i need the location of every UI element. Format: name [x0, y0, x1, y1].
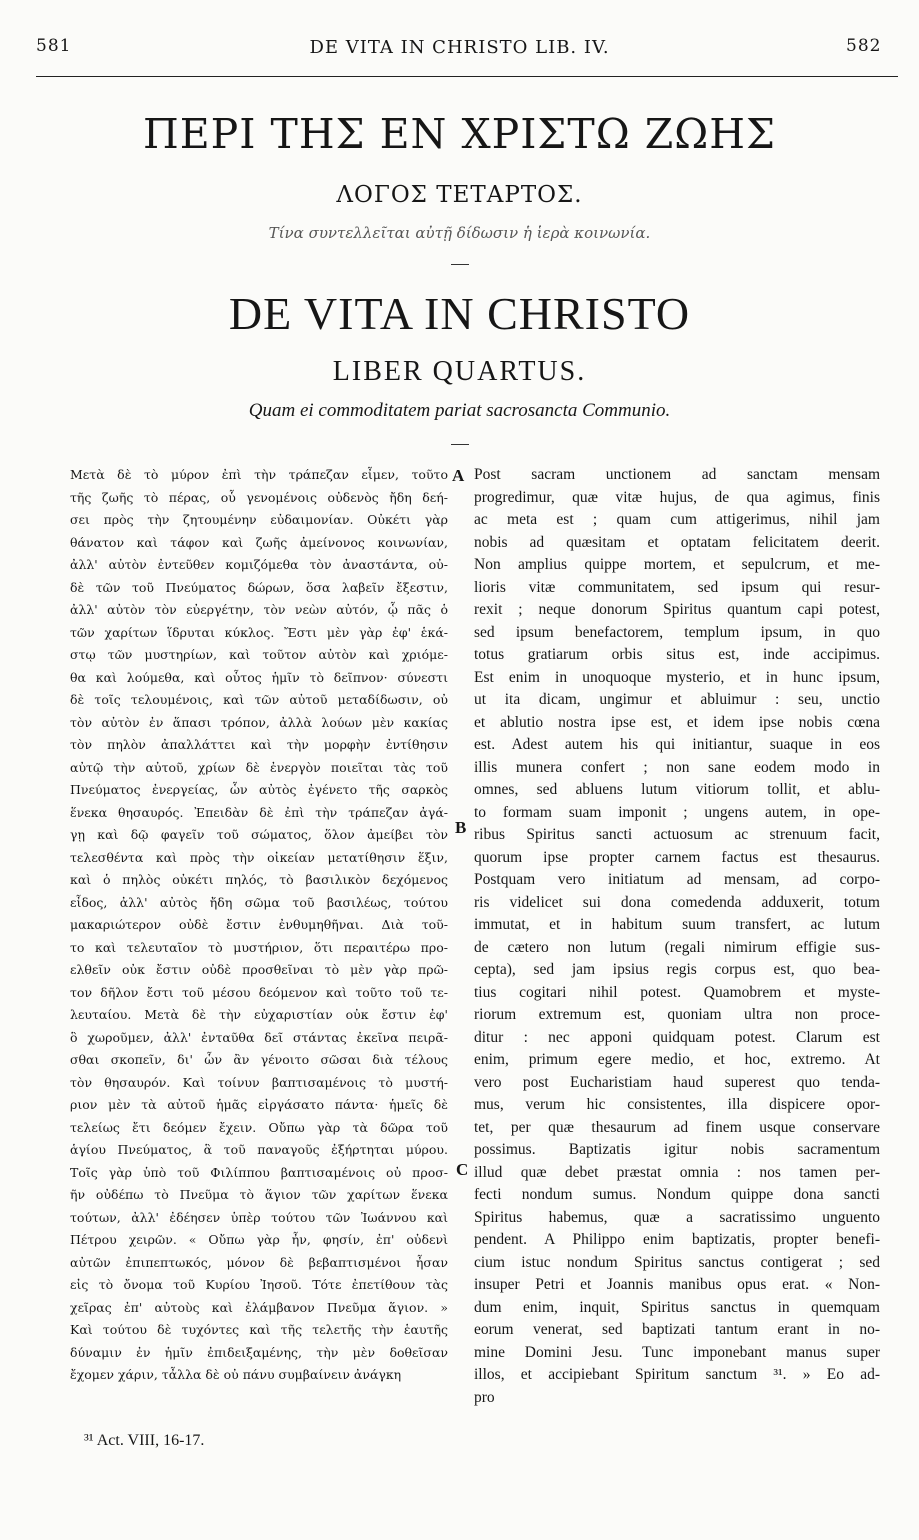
greek-text-line: τούτων, ἀλλ' ἐδέησεν ὑπὲρ τούτου τῶν Ἰωάννου καὶ [70, 1209, 448, 1225]
latin-text-line: cepta), sed jam ipsius regis corpus est, quo bea- [474, 961, 880, 978]
greek-text-line: καὶ ὁ πηλὸς οὐκέτι πηλός, τὸ βασιλικὸν δεχόμενος [70, 872, 448, 887]
latin-text-line: eorum venerat, sed baptizati tantum erant in no- [474, 1321, 880, 1338]
greek-text-line: δὲ τοῖς τελουμένοις, καὶ τῶν αὐτοῦ μεταδίδωσιν, οὐ [70, 692, 448, 707]
latin-text-line: nobis ad quæsitam et optatam felicitatem deerit. [474, 533, 880, 551]
greek-text-line: εἶδος, ἀλλ' αὐτὸς ἤδη σῶμα τοῦ βασιλέως, τούτου [70, 894, 448, 910]
greek-text-line: στῳ τῶν μυστηρίων, καὶ τοῦτον αὐτὸν καὶ χριόμε- [70, 647, 448, 662]
latin-text-line: omnes, sed abluens lutum vitiorum tollit, et ablu- [474, 781, 880, 798]
latin-text-line: lioris vitæ communitatem, sed ipsum qui resur- [474, 578, 880, 596]
latin-text-line: to formam suam imponit ; ungens autem, in ope- [474, 803, 880, 821]
greek-argument: Τίνα συντελλεῖται αὐτῇ δίδωσιν ἡ ἱερὰ κοινωνία. [268, 224, 651, 242]
latin-text-line: possimus. Baptizatis igitur nobis sacramentum [474, 1141, 880, 1158]
margin-mark-c: C [456, 1160, 469, 1179]
greek-text-column [70, 464, 448, 1387]
latin-text-line: Post sacram unctionem ad sanctam mensam [474, 466, 880, 483]
latin-text-line: cium istuc nondum Spiritus sanctus contigerat ; sed [474, 1253, 880, 1271]
header-rule [36, 76, 898, 77]
greek-text-line: λευταίου. Μετὰ δὲ τὴν εὐχαριστίαν οὐκ ἔστιν ἐφ' [70, 1007, 448, 1022]
latin-text-line: pendent. A Philippo enim baptizatis, propter benefi- [474, 1231, 880, 1248]
margin-mark-a: A [452, 466, 465, 485]
running-title: DE VITA IN CHRISTO LIB. IV. [309, 37, 610, 58]
page-number-right: 582 [846, 36, 882, 56]
greek-text-line: τὸν θησαυρόν. Καὶ τοίνυν βαπτισαμένοις τὸ μυστή- [70, 1074, 448, 1090]
greek-text-line: ἀλλ' αὐτὸν ἐντεῦθεν κομιζόμεθα τὸν ἀναστάντα, οὐ- [70, 557, 448, 572]
greek-text-line: το καὶ τελευταῖον τὸ μυστήριον, ὅτι περαιτέρω προ- [70, 939, 448, 955]
latin-text-line: Est enim in unoquoque mysterio, et in hunc ipsum, [474, 668, 880, 686]
greek-text-line: Μετὰ δὲ τὸ μύρον ἐπὶ τὴν τράπεζαν εἶμεν, τοῦτο [70, 467, 448, 482]
latin-text-line: insuper Petri et Joannis manibus opus erat. « Non- [474, 1276, 880, 1293]
latin-text-line: pro [474, 1388, 495, 1406]
latin-text-line: ut ita dicam, ungimur et abluimur : seu, unctio [474, 691, 880, 708]
latin-text-line: ditur : nec apponi quidquam potest. Clarum est [474, 1028, 880, 1046]
latin-text-line: illud quæ debet præstat omnia : nos tamen per- [474, 1163, 880, 1181]
greek-text-line: τῶν χαρίτων ἵδρυται κύκλος. Ἔστι μὲν γὰρ ἐφ' ἑκά- [70, 624, 448, 640]
greek-text-line: τὸν πηλὸν ἀπαλλάττει καὶ τὴν μορφὴν ἐντίθησιν [70, 737, 448, 752]
greek-text-line: ἔχομεν χάριν, τἆλλα δὲ οὐ πάνυ συμβαίνειν ἀνάγκη [70, 1367, 402, 1382]
latin-text-line: Postquam vero initiatum ad mensam, ad corpo- [474, 871, 880, 888]
latin-text-line: Non amplius quippe mortem, et sepulcrum, et me- [474, 556, 880, 573]
latin-text-column [474, 464, 880, 1409]
greek-text-line: εἰς τὸ ὄνομα τοῦ Κυρίου Ἰησοῦ. Τότε ἐπετίθουν τὰς [70, 1277, 448, 1292]
greek-text-line: ἁγίου Πνεύματος, ἃ τοῦ παναγοῦς ἐξήρτηται μύρου. [70, 1142, 448, 1157]
latin-text-line: totus gratiarum orbis situs est, inde accipimus. [474, 646, 880, 663]
latin-text-line: immutat, et in habitum suum transfert, ac lutum [474, 916, 880, 933]
latin-text-line: riorum extremum est, quoniam ultra non proce- [474, 1006, 880, 1023]
greek-text-line: αὐτῶν ἐπιπεπτωκός, μόνον δὲ βεβαπτισμένοι ἦσαν [70, 1254, 448, 1270]
latin-text-line: ribus Spiritus sancti actuosum ac strenuum facit, [474, 826, 880, 843]
greek-title: ΠΕΡΙ ΤΗΣ ΕΝ ΧΡΙΣΤΩ ΖΩΗΣ [142, 110, 776, 158]
latin-text-line: de cætero non lutum (regali nimirum effigie sus- [474, 938, 880, 956]
greek-text-line: ὃ χωροῦμεν, ἀλλ' ἐνταῦθα δεῖ στάντας ἐκεῖνα πειρᾶ- [70, 1029, 448, 1045]
greek-text-line: Πνεύματος ἐνεργείας, ὧν αὐτὸς ἐγένετο τῆς σαρκὸς [70, 782, 448, 797]
greek-text-line: τὸν αὐτὸν ἐν ἅπασι τρόπον, ἀλλὰ λούων μὲν κακίας [70, 714, 448, 730]
divider-dash [451, 264, 469, 265]
latin-text-line: sed ipsum benefactorem, templum ipsum, in quo [474, 623, 880, 641]
divider-dash [451, 444, 469, 445]
latin-text-line: dum enim, inquit, Spiritus sanctus in quemquam [474, 1298, 880, 1316]
greek-text-line: Πέτρου χειρῶν. « Οὔπω γὰρ ἦν, φησίν, ἐπ' οὐδενὶ [70, 1232, 448, 1247]
footnote: ³¹ Act. VIII, 16-17. [84, 1432, 205, 1449]
latin-text-line: illis munera confert ; non sane eodem modo in [474, 758, 880, 776]
greek-text-line: ἕνεκα θησαυρός. Ἐπειδὰν δὲ ἐπὶ τὴν τράπεζαν ἀγά- [70, 804, 448, 820]
latin-text-line: tius cogitari nihil potest. Quamobrem et myste- [474, 983, 880, 1001]
latin-text-line: fecti nondum sumus. Nondum quippe dona sancti [474, 1186, 880, 1203]
latin-text-line: ac meta est ; quam cum attigerimus, nihil jam [474, 511, 880, 528]
greek-text-line: Τοῖς γὰρ ὑπὸ τοῦ Φιλίππου βαπτισαμένοις οὐ προσ- [70, 1164, 448, 1180]
greek-text-line: Καὶ τούτου δὲ τυχόντες καὶ τῆς τελετῆς τὴν ἑαυτῆς [70, 1322, 448, 1337]
greek-text-line: θα καὶ λούμεθα, καὶ οὗτος ἡμῖν τὸ δεῖπνον· σύνεστι [70, 669, 448, 685]
greek-text-line: δύναμιν ἐν ἡμῖν ἐπιδειξαμένης, τὴν μὲν δοθεῖσαν [70, 1344, 448, 1360]
latin-text-line: ris videlicet sui dona comedenda adduxerit, totum [474, 893, 880, 911]
greek-text-line: τῆς ζωῆς τὸ πέρας, οὗ γενομένοις οὐδενὸς ἤδη δεή- [70, 489, 448, 505]
latin-subtitle: LIBER QUARTUS. [332, 356, 587, 387]
greek-text-line: χεῖρας ἐπ' αὐτοὺς καὶ ἐλάμβανον Πνεῦμα ἅγιον. » [70, 1299, 448, 1315]
greek-text-line: τελεσθέντα καὶ πρὸς τὴν οἰκείαν μετατίθησιν ἕξιν, [70, 849, 448, 865]
latin-text-line: tet, per quæ thesaurum ad finem usque conservare [474, 1118, 880, 1136]
greek-text-line: μακαριώτερον οὐδὲ ἔστιν ἐνθυμηθῆναι. Διὰ τοῦ- [70, 917, 448, 932]
greek-text-line: αὐτῷ τὴν αὐτοῦ, χρίων δὲ ἐνεργὸν ποιεῖται τὰς τοῦ [70, 759, 448, 775]
latin-text-line: Spiritus habemus, quæ a sacratissimo unguento [474, 1208, 880, 1226]
latin-text-line: mus, verum hic consistentes, illa dispicere opor- [474, 1096, 880, 1113]
latin-text-line: illos, et accipiebant Spiritum sanctum ³¹. » Eo ad- [474, 1366, 880, 1383]
margin-mark-b: B [455, 818, 467, 837]
greek-text-line: τελείως ἔτι δεόμεν ἔχειν. Οὔπω γὰρ τὰ δῶρα τοῦ [70, 1119, 448, 1135]
greek-text-line: γῃ καὶ δῷ φαγεῖν τοῦ σώματος, ὅλον ἀμείβει τὸν [70, 827, 448, 842]
greek-text-line: ελθεῖν οὐκ ἔστιν οὐδὲ προσθεῖναι τὸ μὲν γὰρ πρῶ- [70, 962, 448, 977]
latin-text-line: rexit ; neque donorum Spiritus quantum capi potest, [474, 601, 880, 618]
latin-text-line: vero post Eucharistiam haud superest quo tenda- [474, 1073, 880, 1091]
greek-text-line: τον δῆλον ἔστι τοῦ μέσου δεόμενον καὶ τοῦτο τοῦ τε- [70, 984, 448, 1000]
greek-subtitle: ΛΟΓΟΣ ΤΕΤΑΡΤΟΣ. [336, 182, 583, 208]
greek-text-line: σθαι σκοπεῖν, δι' ὧν ἂν γένοιτο σῶσαι διὰ τέλους [70, 1052, 448, 1067]
greek-text-line: σει πρὸς τὴν ζητουμένην εὐδαιμονίαν. Οὐκέτι γὰρ [70, 512, 448, 527]
latin-text-line: est. Adest autem his qui initiantur, suaque in eos [474, 736, 880, 753]
greek-text-line: ἀλλ' αὐτὸν τὸν εὐεργέτην, τὸν νεὼν αὐτόν, ᾧ πᾶς ὁ [70, 602, 448, 617]
latin-title: DE VITA IN CHRISTO [228, 288, 691, 339]
latin-text-line: progredimur, quæ vitæ hujus, de qua agimus, finis [474, 488, 880, 506]
latin-text-line: mine Domini Jesu. Tunc imponebant manus super [474, 1343, 880, 1361]
greek-text-line: ριον μὲν τὰ αὐτοῦ ἡμᾶς εἰργάσατο πάντα· ἡμεῖς δὲ [70, 1097, 448, 1112]
greek-text-line: δὲ τῶν τοῦ Πνεύματος δώρων, ὅσα λαβεῖν ἔξεστιν, [70, 579, 448, 595]
latin-text-line: enim, primum egere medio, et hoc, extremo. At [474, 1051, 880, 1068]
greek-text-line: θάνατον καὶ τάφον καὶ ζωῆς ἀμείνονος κοινωνίαν, [70, 534, 448, 550]
page-number-left: 581 [36, 36, 72, 56]
latin-text-line: et ablutio nostra ipse est, et idem ipse nobis cœna [474, 713, 880, 731]
latin-text-line: quorum ipse propter carnem factus est thesaurus. [474, 848, 880, 866]
latin-argument: Quam ei commoditatem pariat sacrosancta Communio. [248, 400, 671, 421]
greek-text-line: ῆν οὐδέπω τὸ Πνεῦμα τὸ ἅγιον τῶν χαρίτων ἕνεκα [70, 1187, 448, 1202]
